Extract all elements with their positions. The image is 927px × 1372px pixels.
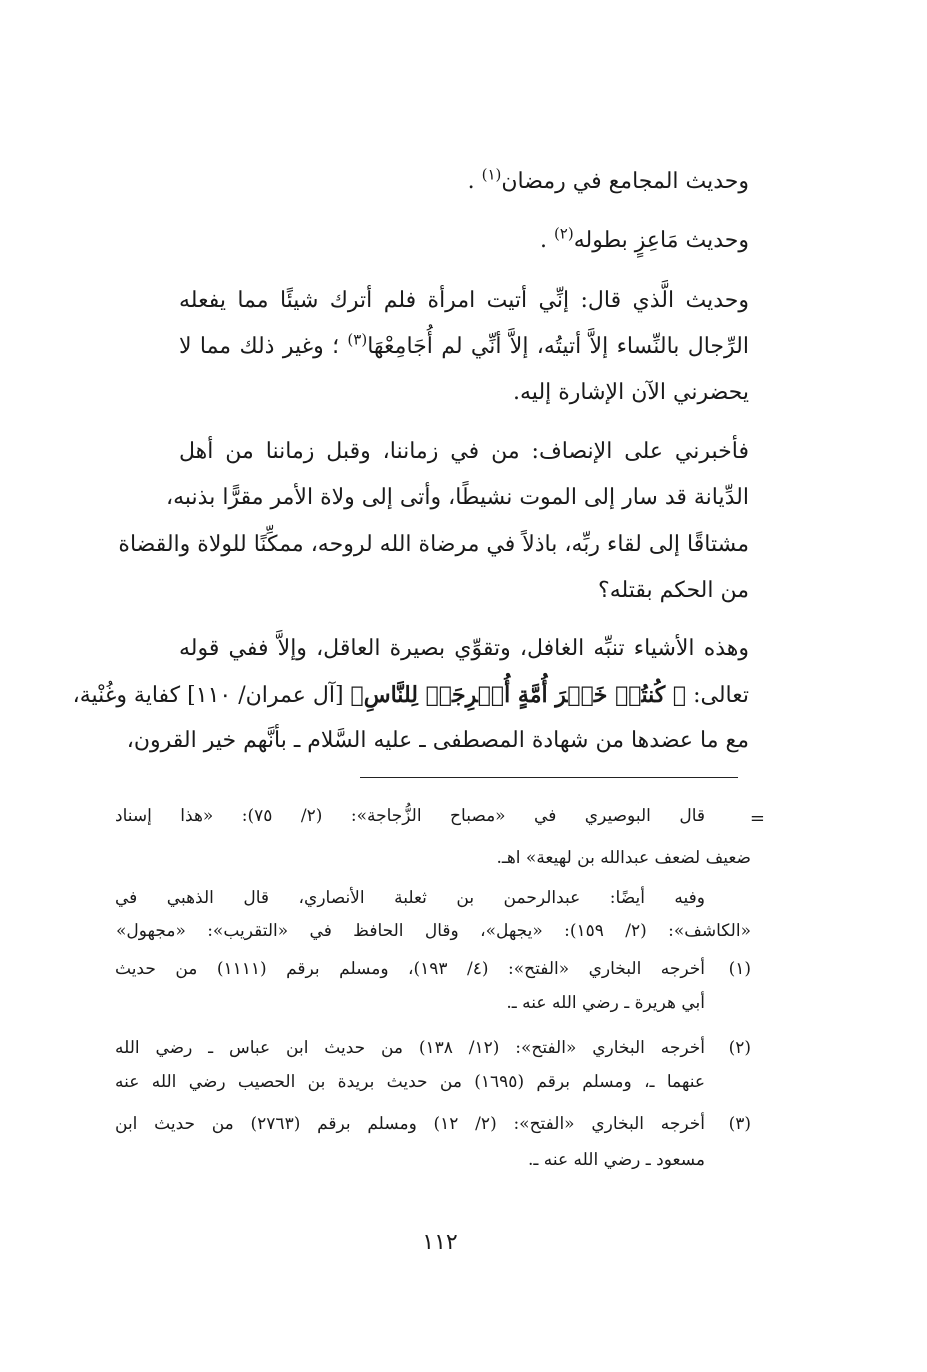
body-line: وحديث الَّذي قال: إنِّي أتيت امرأة فلم أترك شيئًا مما يفعله [179, 288, 749, 313]
body-line: من الحكم بقتله؟ [598, 578, 749, 603]
footnote-ref: (٣) [347, 330, 368, 349]
body-line: وحديث المجامع في رمضان$^{(١)}$ . [467, 165, 749, 194]
body-line: مشتاقًا إلى لقاء ربِّه، باذلاً في مرضاة الله لروحه، ممكِّنًا للولاة والقضاة [118, 532, 749, 557]
continuation-marker: = [749, 808, 765, 829]
footnote-number: (٢) [728, 1038, 751, 1058]
body-line: مع ما عضدها من شهادة المصطفى ـ عليه السَّلام ـ بأنَّهم خير القرون، [126, 728, 749, 753]
footnote-line: عنهما ـ، ومسلم برقم (١٦٩٥) من حديث بريدة بن الحصيب رضي الله عنه [115, 1072, 705, 1092]
footnote-line: قال البوصيري في «مصباح الزُّجاجة»: (٢/ ٧٥): «هذا إسناد [115, 806, 705, 826]
body-line: وحديث مَاعِزٍ بطوله$^{(٢)}$ . [539, 224, 749, 253]
footnote-line: ضعيف لضعف عبدالله بن لهيعة» اهـ. [496, 848, 751, 868]
page-number: ١١٢ [422, 1230, 458, 1255]
body-line: الرِّجال بالنِّساء إلاَّ أتيتُه، إلاَّ أنِّي لم أُجَامِعْهَا$^{(٣)}$ ؛ وغير ذلك مما لا [179, 330, 749, 359]
body-line: يحضرني الآن الإشارة إليه. [513, 380, 749, 405]
footnote-line: وفيه أيضًا: عبدالرحمن بن ثعلبة الأنصاري، قال الذهبي في [115, 888, 705, 908]
body-line: الدِّيانة قد سار إلى الموت نشيطًا، وأتى إلى ولاة الأمر مقرًّا بذنبه، [166, 485, 749, 510]
footnote-ref: (٢) [553, 224, 574, 243]
body-line: تعالى: ﴿ كُنتُمۡ خَيۡرَ أُمَّةٍ أُخۡرِجَتۡ لِلنَّاسِ﴾ [آل عمران/ ١١٠] كفاية وغُنْية، [72, 682, 749, 708]
footnote-ref: (١) [481, 165, 502, 184]
footnote-line: أخرجه البخاري «الفتح»: (٤/ ١٩٣)، ومسلم برقم (١١١١) من حديث [115, 959, 706, 979]
footnote-number: (٣) [728, 1114, 751, 1134]
footnote-line: أخرجه البخاري «الفتح»: (٢/ ١٢) ومسلم برقم (٢٧٦٣) من حديث ابن [115, 1114, 705, 1134]
body-line: فأخبرني على الإنصاف: من في زماننا، وقبل زماننا من أهل [179, 439, 749, 464]
quran-verse: ﴿ كُنتُمۡ خَيۡرَ أُمَّةٍ أُخۡرِجَتۡ لِلنَّاسِ﴾ [350, 682, 687, 708]
footnote-number: (١) [728, 959, 751, 979]
footnote-line: «الكاشف»: (٢/ ١٥٩): «يجهل»، وقال الحافظ في «التقريب»: «مجهول» [116, 921, 751, 941]
footnote-line: أخرجه البخاري «الفتح»: (١٢/ ١٣٨) من حديث ابن عباس ـ رضي الله [115, 1038, 705, 1058]
body-line: وهذه الأشياء تنبِّه الغافل، وتقوِّي بصيرة العاقل، وإلاَّ ففي قوله [179, 636, 749, 661]
footnote-line: مسعود ـ رضي الله عنه ـ. [527, 1150, 705, 1170]
footnote-line: أبي هريرة ـ رضي الله عنه ـ. [506, 993, 705, 1013]
footnote-separator [360, 777, 738, 778]
